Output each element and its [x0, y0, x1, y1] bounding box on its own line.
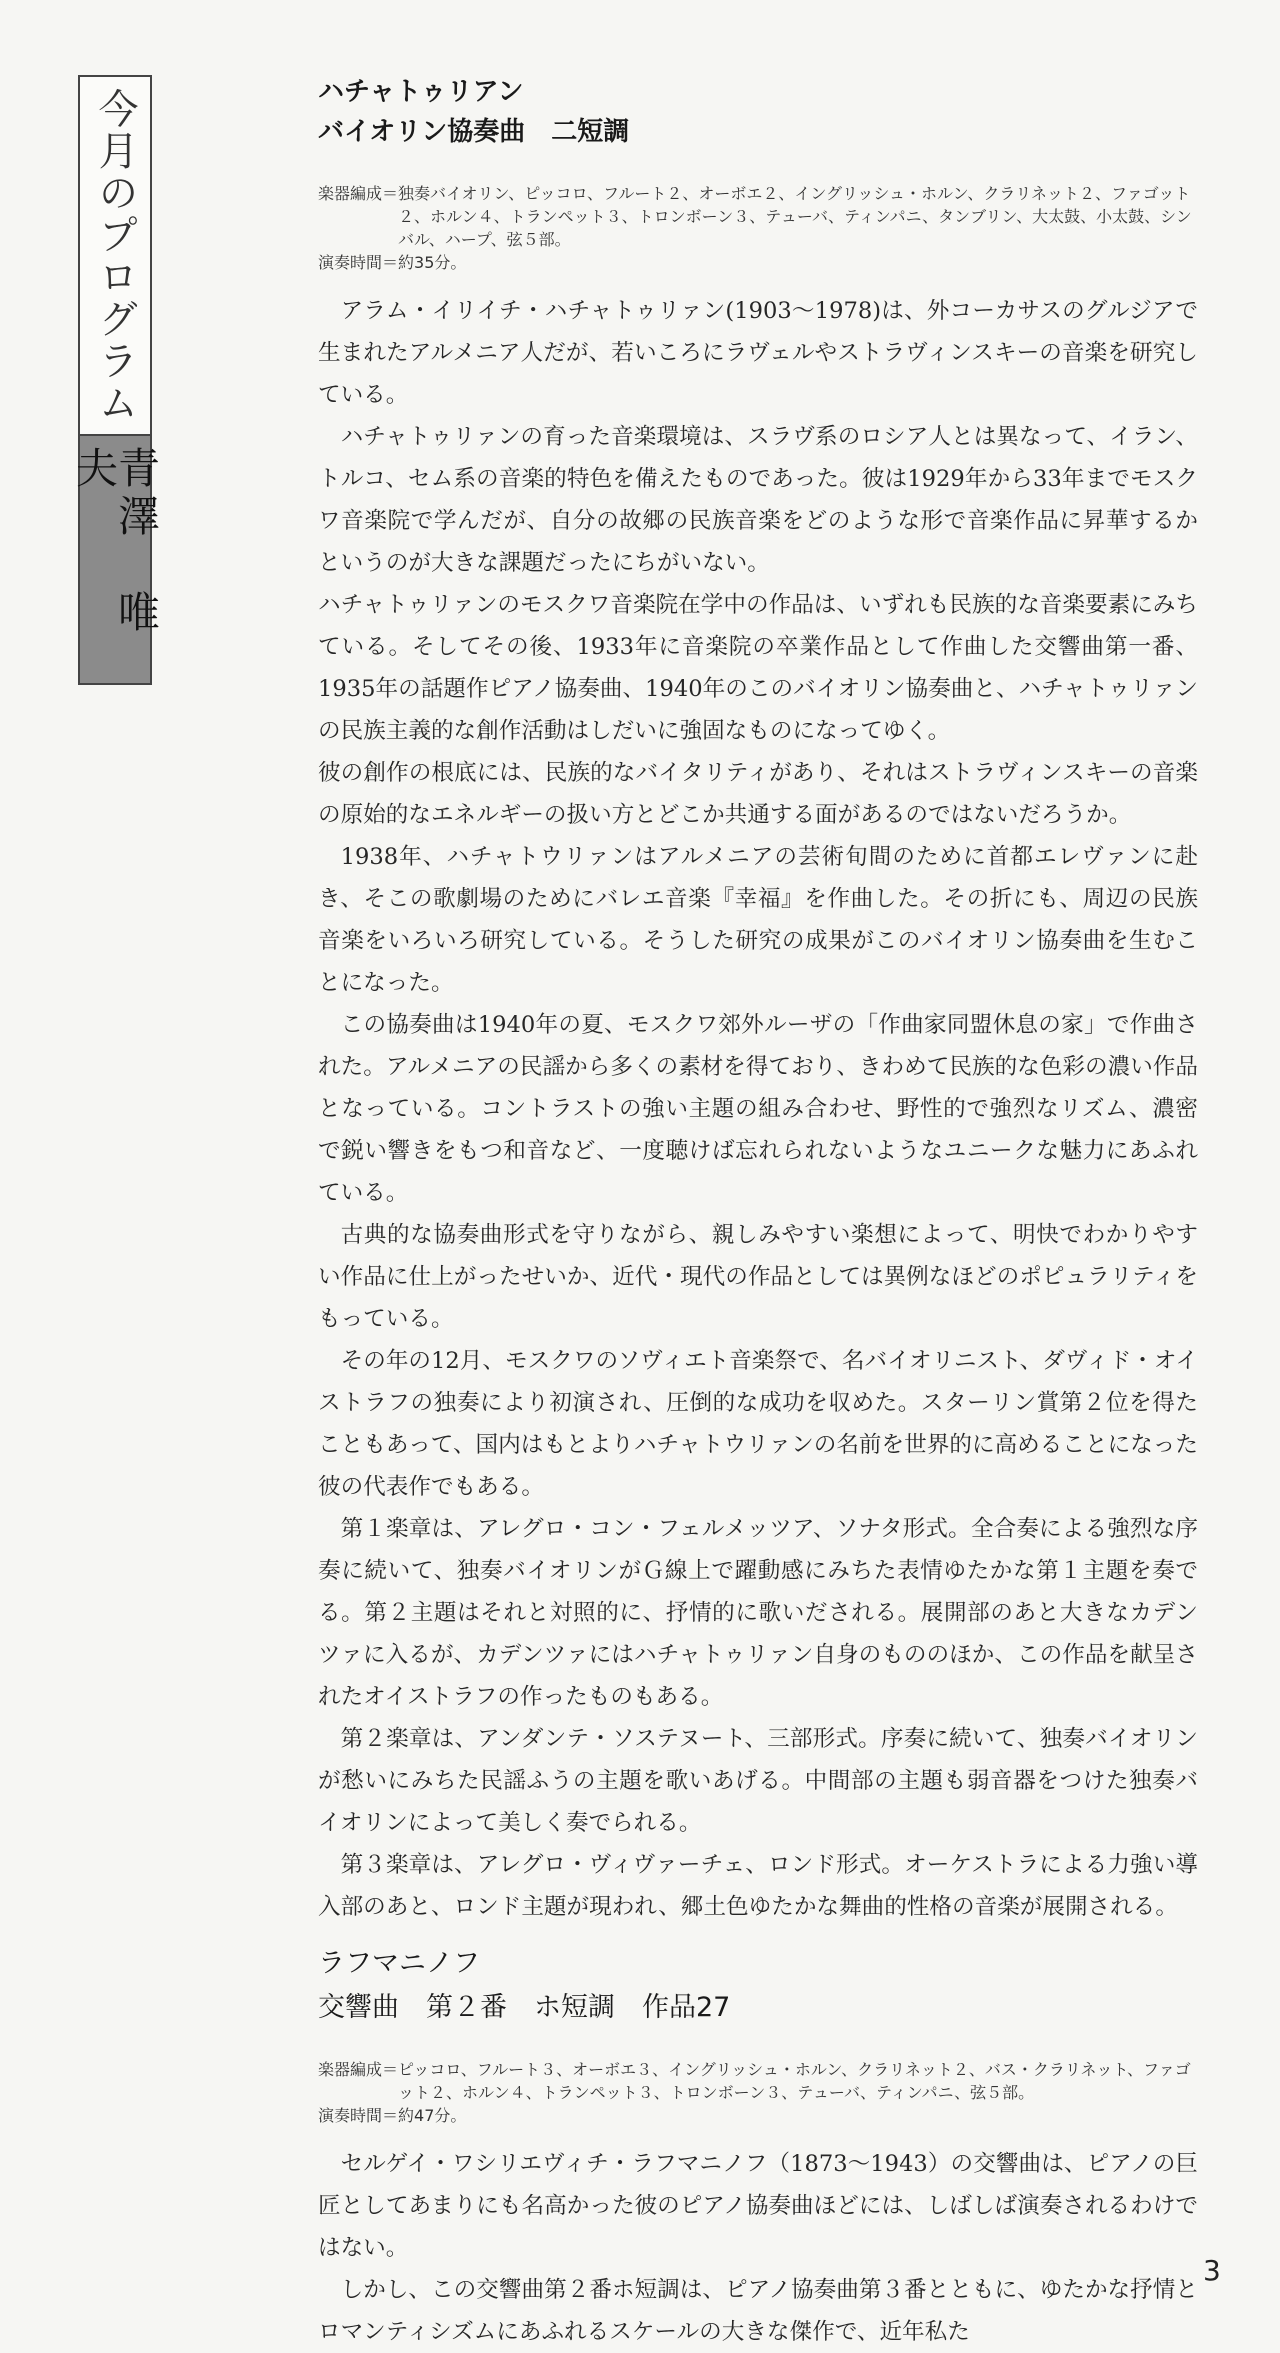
page-number: 3 [1203, 2254, 1221, 2287]
paragraph: 古典的な協奏曲形式を守りながら、親しみやすい楽想によって、明快でわかりやすい作品に仕上がったせいか、近代・現代の作品としては異例なほどのポピュラリティをもっている。 [318, 1222, 1198, 1332]
sidebar-heading-box [80, 77, 150, 434]
piece1-instrumentation-label: 楽器編成＝ [318, 184, 399, 203]
paragraph: ハチャトゥリァンのモスクワ音楽院在学中の作品は、いずれも民族的な音楽要素にみちている。そしてその後、1933年に音楽院の卒業作品として作曲した交響曲第一番、1935年の話題作ピアノ協奏曲、1940年のこのバイオリン協奏曲と、ハチャトゥリァンの民族主義的な創作活動はしだいに強固なものになってゆく。 [318, 592, 1198, 744]
sidebar-heading: 今月のプログラム [92, 87, 138, 424]
paragraph: セルゲイ・ワシリエヴィチ・ラフマニノフ（1873〜1943）の交響曲は、ピアノの巨匠としてあまりにも名高かった彼のピアノ協奏曲ほどには、しばしば演奏されるわけではない。 [318, 2151, 1198, 2261]
piece2-body [318, 2143, 1198, 2353]
paragraph: 1938年、ハチャトウリァンはアルメニアの芸術旬間のために首都エレヴァンに赴き、そこの歌劇場のためにバレエ音楽『幸福』を作曲した。その折にも、周辺の民族音楽をいろいろ研究している。そうした研究の成果がこのバイオリン協奏曲を生むことになった。 [318, 844, 1198, 996]
piece2-instrumentation [318, 2058, 1198, 2104]
piece2-instrumentation-label: 楽器編成＝ [318, 2060, 399, 2079]
paragraph: 第３楽章は、アレグロ・ヴィヴァーチェ、ロンド形式。オーケストラによる力強い導入部のあと、ロンド主題が現われ、郷土色ゆたかな舞曲的性格の音楽が展開される。 [318, 1852, 1198, 1920]
piece2-instrumentation-value: ピッコロ、フルート３、オーボエ３、イングリッシュ・ホルン、クラリネット２、バス・クラリネット、ファゴット２、ホルン４、トランペット３、トロンボーン３、テューバ、ティンパニ、弦５部。 [398, 2060, 1191, 2102]
piece1-title: バイオリン協奏曲 二短調 [318, 117, 630, 147]
paragraph: 彼の創作の根底には、民族的なバイタリティがあり、それはストラヴィンスキーの音楽の原始的なエネルギーの扱い方とどこか共通する面があるのではないだろうか。 [318, 760, 1198, 828]
piece2-duration-value: 約47分。 [398, 2106, 467, 2125]
paragraph: ハチャトゥリァンの育った音楽環境は、スラヴ系のロシア人とは異なって、イラン、トルコ、セム系の音楽的特色を備えたものであった。彼は1929年から33年までモスクワ音楽院で学んだが、自分の故郷の民族音楽をどのような形で音楽作品に昇華するかというのが大きな課題だったにちがいない。 [318, 424, 1198, 576]
piece2-title: 交響曲 第２番 ホ短調 作品27 [318, 1992, 731, 2023]
piece2-duration [318, 2104, 1198, 2127]
sidebar-author-box [70, 434, 161, 683]
article-content [318, 72, 1198, 2353]
paragraph: 第１楽章は、アレグロ・コン・フェルメッツア、ソナタ形式。全合奏による強烈な序奏に続いて、独奏バイオリンがＧ線上で躍動感にみちた表情ゆたかな第１主題を奏でる。第２主題はそれと対照的に、抒情的に歌いだされる。展開部のあと大きなカデンツァに入るが、カデンツァにはハチャトゥリァン自身のもののほか、この作品を献呈されたオイストラフの作ったものもある。 [318, 1516, 1198, 1710]
piece1-duration-value: 約35分。 [398, 253, 467, 272]
paragraph: 第２楽章は、アンダンテ・ソステヌート、三部形式。序奏に続いて、独奏バイオリンが愁いにみちた民謡ふうの主題を歌いあげる。中間部の主題も弱音器をつけた独奏バイオリンによって美しく奏でられる。 [318, 1726, 1198, 1836]
piece1-instrumentation [318, 182, 1198, 251]
piece2-duration-label: 演奏時間＝ [318, 2106, 399, 2125]
piece1-body [318, 290, 1198, 1928]
piece2-composer: ラフマニノフ [318, 1948, 480, 1979]
paragraph: しかし、この交響曲第２番ホ短調は、ピアノ協奏曲第３番とともに、ゆたかな抒情とロマンティシズムにあふれるスケールの大きな傑作で、近年私た [318, 2277, 1198, 2345]
paragraph: その年の12月、モスクワのソヴィエト音楽祭で、名バイオリニスト、ダヴィド・オイストラフの独奏により初演され、圧倒的な成功を収めた。スターリン賞第２位を得たこともあって、国内はもとよりハチャトウリァンの名前を世界的に高めることになった彼の代表作でもある。 [318, 1348, 1198, 1500]
piece1-duration [318, 251, 1198, 274]
paragraph: アラム・イリイチ・ハチャトゥリァン(1903〜1978)は、外コーカサスのグルジアで生まれたアルメニア人だが、若いころにラヴェルやストラヴィンスキーの音楽を研究している。 [318, 298, 1198, 408]
piece1-duration-label: 演奏時間＝ [318, 253, 399, 272]
paragraph: この協奏曲は1940年の夏、モスクワ郊外ルーザの「作曲家同盟休息の家」で作曲された。アルメニアの民謡から多くの素材を得ており、きわめて民族的な色彩の濃い作品となっている。コントラストの強い主題の組み合わせ、野性的で強烈なリズム、濃密で鋭い響きをもつ和音など、一度聴けば忘れられないようなユニークな魅力にあふれている。 [318, 1012, 1198, 1206]
program-sidebar [70, 75, 161, 685]
piece1-instrumentation-value: 独奏バイオリン、ピッコロ、フルート２、オーボエ２、イングリッシュ・ホルン、クラリネット２、ファゴット２、ホルン４、トランペット３、トロンボーン３、テューバ、ティンパニ、タンブリン、大太鼓、小太鼓、シンバル、ハープ、弦５部。 [398, 184, 1192, 249]
piece1-composer: ハチャトゥリアン [318, 77, 524, 107]
sidebar-author: 青澤 唯夫 [70, 446, 161, 638]
